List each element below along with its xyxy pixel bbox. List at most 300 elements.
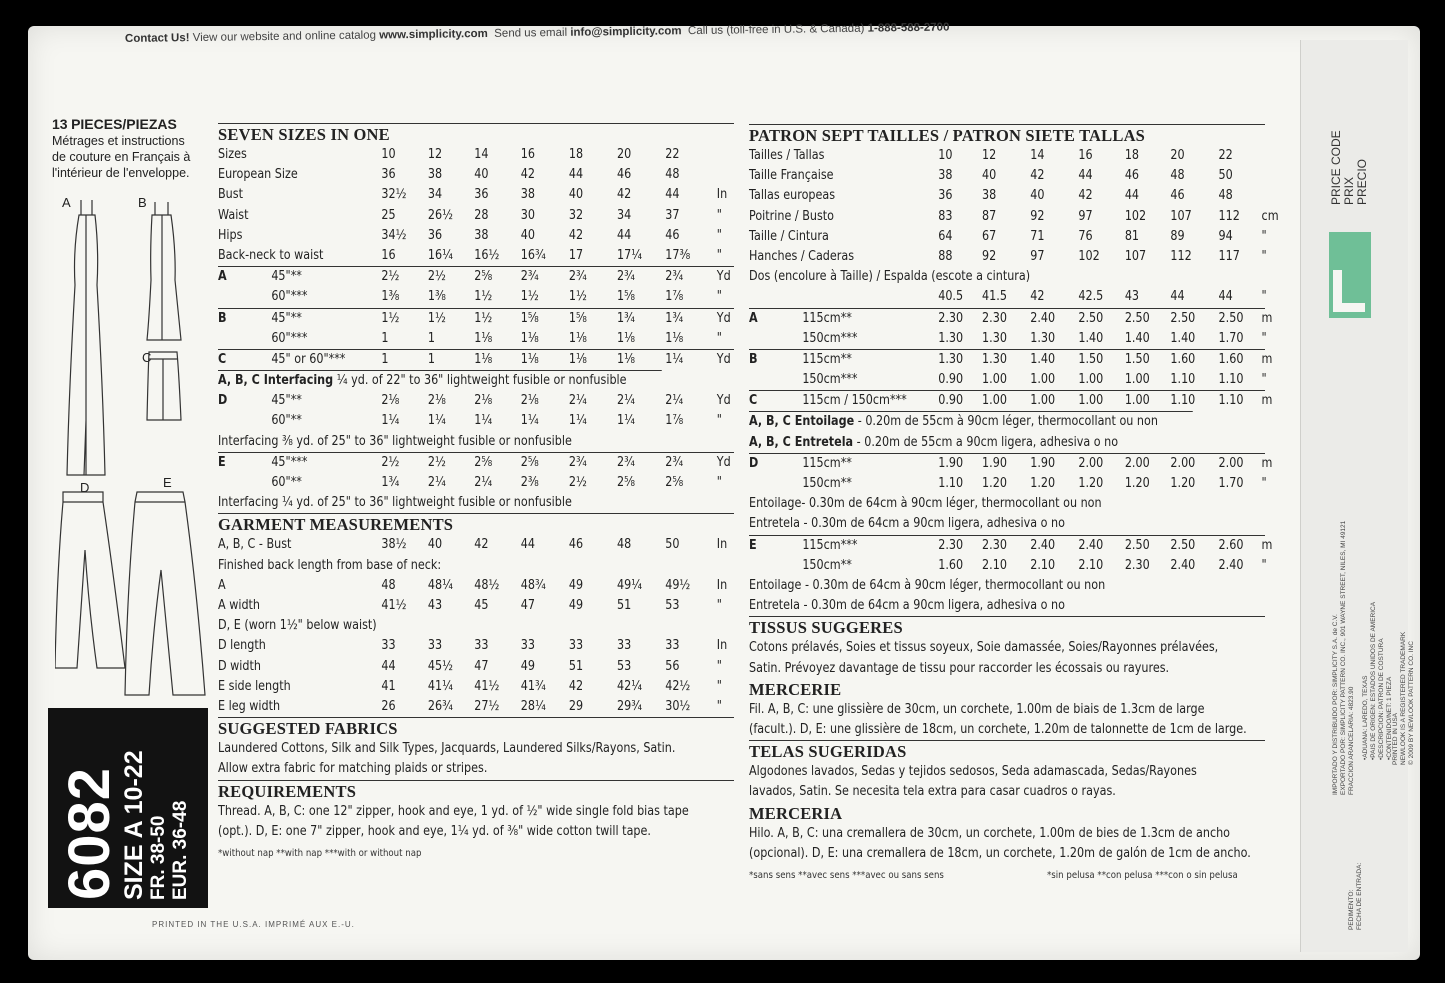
- table-cell: 17¼: [617, 247, 643, 263]
- table-cell: 1.20: [1170, 476, 1196, 492]
- table-cell: 117: [1218, 248, 1240, 264]
- table-cell: 2¾: [520, 269, 539, 285]
- row-unit: ": [716, 658, 722, 674]
- table-row: [749, 350, 1273, 370]
- table-cell: 1.10: [1170, 393, 1196, 409]
- row-fabric-width: 150cm***: [802, 372, 858, 388]
- english-view-b: [218, 308, 734, 349]
- table-row: [749, 287, 1267, 307]
- table-cell: 1.50: [1124, 351, 1150, 367]
- table-cell: 41: [381, 678, 396, 694]
- table-cell: 2.40: [1170, 557, 1196, 573]
- row-fabric-width: 45" or 60"***: [271, 351, 346, 367]
- table-cell: 2.40: [1078, 537, 1104, 553]
- merceria-line2: (opcional). D, E: una cremallera de 18cm, un corchete, 1.20m de galón de 1cm de ancho.: [749, 845, 1251, 861]
- table-cell: 27½: [474, 698, 500, 714]
- table-cell: 25: [381, 207, 396, 223]
- table-cell: 16¾: [520, 247, 546, 263]
- table-cell: 46: [1124, 168, 1140, 184]
- table-cell: 41.5: [982, 289, 1007, 305]
- table-row: [218, 636, 728, 656]
- table-cell: 2¼: [568, 393, 587, 409]
- table-cell: 1: [427, 351, 435, 367]
- row-unit: ": [1261, 330, 1267, 346]
- flap-line4: •CONTENIDO/NET: 1 PIEZA: [1386, 676, 1393, 760]
- table-cell: 2¾: [568, 454, 587, 470]
- table-cell: 2⅝: [474, 454, 493, 470]
- table-cell: 38: [427, 167, 443, 183]
- table-cell: 1.50: [1078, 351, 1104, 367]
- french-footnotes: [749, 870, 1265, 888]
- table-cell: 40: [1030, 188, 1045, 204]
- call-label: Call us (toll-free in U.S. & Canada): [687, 22, 865, 38]
- table-cell: 44: [1078, 168, 1093, 184]
- entoilage-abc: [749, 411, 1193, 432]
- table-cell: 41¼: [427, 678, 453, 694]
- table-cell: 56: [665, 658, 680, 674]
- table-cell: 1⅛: [568, 351, 587, 367]
- table-row: [749, 166, 1233, 186]
- garment-sketches: [55, 190, 215, 710]
- table-cell: 1¾: [617, 310, 635, 326]
- entoilage-label: A, B, C Entoilage: [749, 414, 855, 430]
- row-fabric-width: 60"***: [271, 330, 308, 346]
- table-cell: 2¼: [474, 475, 493, 491]
- row-unit: ": [1261, 228, 1267, 244]
- table-row: [218, 473, 722, 493]
- table-cell: 51: [617, 598, 632, 613]
- row-unit: ": [716, 413, 722, 429]
- english-view-c: [218, 349, 734, 370]
- row-label: D: [749, 455, 759, 471]
- garment-bust: [218, 535, 734, 555]
- table-row: [749, 247, 1267, 267]
- table-cell: 53: [617, 658, 632, 674]
- table-row: [218, 657, 722, 677]
- table-cell: 2⅛: [427, 393, 446, 409]
- table-cell: 28: [474, 207, 489, 223]
- table-cell: 1½: [520, 289, 539, 305]
- english-view-a: [218, 266, 734, 307]
- table-cell: 40: [427, 537, 443, 553]
- table-cell: 16: [381, 247, 396, 263]
- table-row: [218, 453, 731, 473]
- flap-line9: EXPORTADO POR: SIMPLICITY PATTERN CO. INC., 901 WAYNE STREET, NILES, MI 49121: [1340, 520, 1347, 795]
- table-row: [218, 206, 722, 226]
- table-cell: 92: [1030, 208, 1045, 224]
- tissus-line1: Cotons prélavés, Soies et tissus soyeux, Soie damassée, Soies/Rayonnes prélavées,: [749, 640, 1219, 656]
- table-cell: 37: [665, 207, 680, 223]
- row-unit: Yd: [716, 454, 731, 470]
- abc-interfacing-label: A, B, C Interfacing: [218, 373, 334, 389]
- table-row: [218, 350, 731, 370]
- table-cell: 2.10: [982, 557, 1007, 573]
- table-cell: 1⅛: [474, 351, 493, 367]
- flap-legal-left: [1332, 521, 1356, 795]
- table-cell: 2¾: [568, 269, 587, 285]
- table-cell: 33: [520, 638, 535, 654]
- table-cell: 48: [1218, 188, 1233, 204]
- table-row: [749, 146, 1233, 166]
- row-label: A: [218, 577, 226, 593]
- table-cell: 2.50: [1170, 537, 1196, 553]
- table-row: [218, 535, 728, 555]
- table-cell: 2.50: [1124, 537, 1150, 553]
- table-cell: 36: [938, 188, 953, 204]
- mercerie-line1: Fil. A, B, C: une glissière de 30cm, un corchete, 1.00m de biais de 1.3cm de large: [749, 701, 1205, 717]
- table-cell: 1.00: [982, 372, 1007, 388]
- table-row: [218, 391, 731, 411]
- table-cell: 1.70: [1218, 476, 1244, 492]
- table-cell: 1¼: [474, 413, 493, 429]
- flap-line8: FRACCION ARANCELARIA: 4823.90: [1348, 686, 1355, 795]
- table-cell: 44: [520, 537, 535, 553]
- table-cell: 33: [665, 638, 680, 654]
- row-label: Tailles / Tallas: [749, 148, 825, 163]
- table-cell: 2.00: [1078, 455, 1104, 471]
- phone-number: 1-888-588-2700: [867, 21, 950, 35]
- flap-line1: © 2009 BY NEWLOOK PATTERN CO. INC: [1408, 641, 1415, 765]
- table-row: [218, 267, 731, 287]
- table-row: [749, 207, 1279, 227]
- table-cell: 94: [1218, 228, 1233, 244]
- flap-legal-mid: [1362, 602, 1394, 760]
- table-row: [218, 411, 722, 431]
- table-cell: 44: [617, 227, 632, 243]
- english-size-table: [218, 145, 734, 266]
- table-cell: 1⅛: [474, 330, 493, 346]
- table-cell: 112: [1170, 248, 1192, 264]
- table-row: [218, 697, 722, 717]
- table-cell: 36: [381, 167, 396, 183]
- table-cell: 42: [1030, 289, 1045, 305]
- table-cell: 1.00: [982, 393, 1007, 409]
- row-unit: ": [716, 247, 722, 263]
- table-cell: 49: [520, 658, 535, 674]
- table-cell: 1.00: [1030, 393, 1056, 409]
- price-line1: PRICE CODE: [1329, 130, 1343, 205]
- dos-values: [749, 287, 1265, 307]
- table-row: [749, 309, 1273, 329]
- table-cell: 1⅛: [617, 330, 635, 346]
- table-cell: 2⅝: [665, 475, 684, 491]
- table-cell: 2.30: [938, 310, 964, 326]
- table-row: [749, 474, 1267, 494]
- row-label: Bust: [218, 187, 243, 203]
- price-line3: PRECIO: [1355, 158, 1369, 205]
- table-cell: 2¼: [665, 393, 684, 409]
- table-cell: 33: [568, 638, 584, 654]
- table-cell: 1.60: [938, 557, 964, 573]
- row-label: A, B, C - Bust: [218, 537, 292, 553]
- table-cell: 43: [1124, 289, 1140, 305]
- e-entoilage: Entoilage - 0.30m de 64cm à 90cm léger, thermocollant ou non: [749, 578, 1106, 594]
- row-label: Tallas europeas: [749, 188, 836, 204]
- table-cell: 48½: [474, 577, 500, 593]
- table-cell: 49½: [665, 577, 691, 593]
- english-footnote: *without nap **with nap ***with or without nap: [218, 847, 422, 859]
- row-fabric-width: 115cm**: [802, 310, 852, 326]
- price-code-letter: [1333, 270, 1365, 312]
- table-cell: 2.50: [1124, 310, 1150, 326]
- email-label: Send us email: [494, 26, 568, 40]
- row-label: European Size: [218, 167, 298, 183]
- tissus-line2: Satin. Prévoyez davantage de tissu pour raccorder les écossais ou rayures.: [749, 660, 1170, 676]
- table-cell: 1⅛: [520, 330, 539, 346]
- table-cell: 50: [665, 537, 680, 553]
- dos-label: Dos (encolure à Taille) / Espalda (escote a cintura): [749, 269, 1031, 285]
- sketch-label-e: E: [163, 475, 172, 490]
- table-cell: 1.30: [938, 351, 964, 367]
- table-cell: 14: [1030, 148, 1045, 163]
- french-chart: [749, 124, 1279, 888]
- row-unit: In: [716, 187, 728, 203]
- table-row: [218, 226, 722, 246]
- row-unit: In: [716, 638, 728, 654]
- table-cell: 41½: [474, 678, 500, 694]
- table-cell: 33: [617, 638, 632, 654]
- table-cell: 1.90: [938, 455, 964, 471]
- sketch-label-b: B: [138, 195, 147, 210]
- table-cell: 1¼: [665, 351, 684, 367]
- table-cell: 49¼: [617, 577, 643, 593]
- row-label: D length: [218, 638, 266, 654]
- flap-line11: FECHA DE ENTRADA:: [1356, 862, 1363, 930]
- row-label: E leg width: [218, 698, 281, 714]
- table-row: [749, 536, 1273, 556]
- row-label: E side length: [218, 678, 291, 694]
- table-cell: 44: [381, 658, 396, 674]
- pieces-block: [52, 116, 190, 181]
- table-row: [749, 556, 1267, 576]
- french-view-b: [749, 349, 1273, 390]
- table-cell: 42: [1030, 168, 1045, 184]
- table-cell: 2½: [381, 454, 400, 470]
- row-label: E: [749, 537, 757, 553]
- row-unit: In: [716, 537, 728, 553]
- table-cell: 43: [427, 598, 443, 613]
- table-cell: 42.5: [1078, 289, 1104, 305]
- contact-text: View our website and online catalog: [192, 29, 377, 45]
- sketch-label-d: D: [80, 480, 90, 495]
- row-unit: ": [716, 207, 722, 223]
- table-cell: 1: [381, 330, 389, 346]
- row-fabric-width: 150cm***: [802, 330, 858, 346]
- eur-size-range: EUR. 36-48: [170, 800, 191, 900]
- table-cell: 1.90: [1030, 455, 1056, 471]
- table-cell: 49: [568, 577, 584, 593]
- website-link[interactable]: www.simplicity.com: [379, 27, 488, 42]
- french-view-e: [749, 535, 1273, 576]
- row-unit: ": [1261, 372, 1267, 388]
- table-cell: 48: [1170, 168, 1185, 184]
- table-cell: 46: [568, 537, 584, 553]
- table-cell: 64: [938, 228, 953, 244]
- table-cell: 1⅛: [520, 351, 539, 367]
- row-fabric-width: 45"**: [271, 393, 302, 409]
- table-cell: 2.10: [1078, 557, 1104, 573]
- table-cell: 47: [520, 598, 535, 613]
- table-cell: 1.00: [1124, 372, 1150, 388]
- tissus-title: TISSUS SUGGERES: [749, 616, 1265, 638]
- table-row: [218, 596, 722, 616]
- row-fabric-width: 60"**: [271, 475, 302, 491]
- table-cell: 34: [617, 207, 632, 223]
- table-cell: 76: [1078, 228, 1093, 244]
- table-cell: 1.40: [1124, 330, 1150, 346]
- table-cell: 112: [1218, 208, 1240, 224]
- table-row: [218, 576, 728, 596]
- table-cell: 97: [1030, 248, 1045, 264]
- telas-line2: lavados, Satin. Se necesita tela extra para casar cuadros o rayas.: [749, 784, 1116, 800]
- row-unit: ": [716, 330, 722, 346]
- table-cell: 1.00: [1078, 393, 1104, 409]
- table-cell: 92: [982, 248, 997, 264]
- email-link[interactable]: info@simplicity.com: [570, 25, 682, 39]
- table-cell: 1⅛: [665, 330, 684, 346]
- table-cell: 42: [474, 537, 489, 553]
- d-entretela: Entretela - 0.30m de 64cm a 90cm ligera, adhesiva o no: [749, 516, 1065, 532]
- row-unit: Yd: [716, 351, 731, 367]
- table-row: [218, 246, 722, 266]
- table-cell: 42: [1078, 188, 1093, 204]
- table-cell: 48¾: [520, 577, 546, 593]
- table-cell: 81: [1124, 228, 1140, 244]
- d-interfacing: Interfacing ⅜ yd. of 25" to 36" lightweight fusible or nonfusible: [218, 433, 572, 449]
- table-cell: 2.10: [1030, 557, 1056, 573]
- row-fabric-width: 60"**: [271, 413, 302, 429]
- table-cell: 2½: [568, 475, 587, 491]
- table-cell: 1.30: [982, 351, 1007, 367]
- table-cell: 1.30: [938, 330, 964, 346]
- garment-rows-de: [218, 636, 734, 717]
- table-cell: 48¼: [427, 577, 453, 593]
- row-unit: ": [1261, 476, 1267, 492]
- pattern-number: 6082: [57, 766, 122, 900]
- french-view-d: [749, 453, 1273, 494]
- sketch-label-c: C: [142, 350, 152, 365]
- row-unit: cm: [1261, 208, 1279, 224]
- french-view-a: [749, 308, 1273, 349]
- table-cell: 1.00: [1078, 372, 1104, 388]
- table-row: [218, 309, 731, 329]
- table-cell: 36: [474, 187, 489, 203]
- sketch-label-a: A: [62, 195, 71, 210]
- table-cell: 1: [427, 330, 435, 346]
- table-cell: 2.00: [1170, 455, 1196, 471]
- row-label: Sizes: [218, 147, 247, 162]
- table-cell: 1¼: [427, 413, 446, 429]
- table-cell: 40: [568, 187, 584, 203]
- table-cell: 32: [568, 207, 584, 223]
- table-cell: 33: [474, 638, 489, 654]
- row-unit: m: [1261, 537, 1273, 553]
- table-cell: 2⅝: [617, 475, 635, 491]
- table-cell: 1⅞: [665, 413, 684, 429]
- table-cell: 20: [1170, 148, 1185, 163]
- fabrics-line2: Allow extra fabric for matching plaids or stripes.: [218, 761, 488, 777]
- table-cell: 38: [474, 227, 489, 243]
- table-cell: 34: [427, 187, 443, 203]
- table-cell: 2⅛: [474, 393, 493, 409]
- table-cell: 1.20: [1030, 476, 1056, 492]
- flap-line3: PRINTED IN USA: [1392, 712, 1399, 765]
- table-cell: 1.40: [1078, 330, 1104, 346]
- table-cell: 42: [568, 227, 584, 243]
- d-entoilage: Entoilage- 0.30m de 64cm à 90cm léger, thermocollant ou non: [749, 496, 1102, 512]
- row-unit: ": [716, 598, 722, 613]
- table-cell: 1.10: [938, 476, 964, 492]
- table-cell: 46: [665, 227, 680, 243]
- table-cell: 48: [665, 167, 680, 183]
- row-unit: Yd: [716, 269, 731, 285]
- row-unit: m: [1261, 455, 1273, 471]
- table-row: [218, 287, 722, 307]
- table-cell: 1⅝: [568, 310, 587, 326]
- pieces-line1: Métrages et instructions: [52, 134, 185, 148]
- row-fabric-width: 150cm**: [802, 557, 852, 573]
- spanish-footnote: *sin pelusa **con pelusa ***con o sin pelusa: [1047, 870, 1238, 882]
- row-fabric-width: 45"***: [271, 454, 308, 470]
- french-size-table: [749, 146, 1279, 267]
- table-cell: 12: [982, 148, 997, 163]
- table-cell: 2.50: [1218, 310, 1244, 326]
- table-cell: 40: [982, 168, 997, 184]
- row-label: B: [749, 351, 758, 367]
- table-cell: 49: [568, 598, 584, 613]
- table-cell: 22: [665, 147, 680, 162]
- table-row: [749, 454, 1273, 474]
- pieces-count: 13: [52, 116, 68, 132]
- table-row: [749, 329, 1267, 349]
- mercerie-title: MERCERIE: [749, 679, 842, 699]
- table-cell: 36: [427, 227, 443, 243]
- table-cell: 44: [1218, 289, 1233, 305]
- table-cell: 2.30: [1124, 557, 1150, 573]
- row-unit: ": [716, 227, 722, 243]
- row-label: Hanches / Caderas: [749, 248, 855, 264]
- table-cell: 1½: [474, 289, 493, 305]
- table-cell: 67: [982, 228, 997, 244]
- abc-interfacing-text: ¼ yd. of 22" to 36" lightweight fusible or nonfusible: [336, 373, 627, 389]
- table-cell: 1.60: [1218, 351, 1244, 367]
- row-unit: ": [716, 475, 722, 491]
- table-cell: 2.60: [1218, 537, 1244, 553]
- table-cell: 0.90: [938, 393, 964, 409]
- table-row: [749, 227, 1267, 247]
- table-cell: 53: [665, 598, 680, 613]
- english-view-d: [218, 391, 734, 431]
- table-cell: 20: [617, 147, 632, 162]
- row-label: A: [749, 310, 758, 326]
- table-cell: 1½: [568, 289, 587, 305]
- row-fabric-width: 115cm / 150cm***: [802, 393, 907, 409]
- row-label: A: [218, 269, 227, 285]
- table-cell: 88: [938, 248, 953, 264]
- table-cell: 1.60: [1170, 351, 1196, 367]
- table-cell: 1.40: [1170, 330, 1196, 346]
- row-unit: ": [1261, 248, 1267, 264]
- flap-line2: NEWLOOK IS A REGISTERED TRADEMARK: [1400, 631, 1407, 765]
- table-cell: 1.30: [1030, 330, 1056, 346]
- table-cell: 38½: [381, 537, 407, 553]
- table-cell: 16: [520, 147, 535, 162]
- entretela-text: - 0.20m de 55cm a 90cm ligera, adhesiva o no: [856, 434, 1119, 450]
- table-cell: 107: [1124, 248, 1147, 264]
- table-cell: 1⅜: [427, 289, 446, 305]
- e-entretela: Entretela - 0.30m de 64cm a 90cm ligera, adhesiva o no: [749, 598, 1065, 614]
- table-cell: 1¼: [617, 413, 635, 429]
